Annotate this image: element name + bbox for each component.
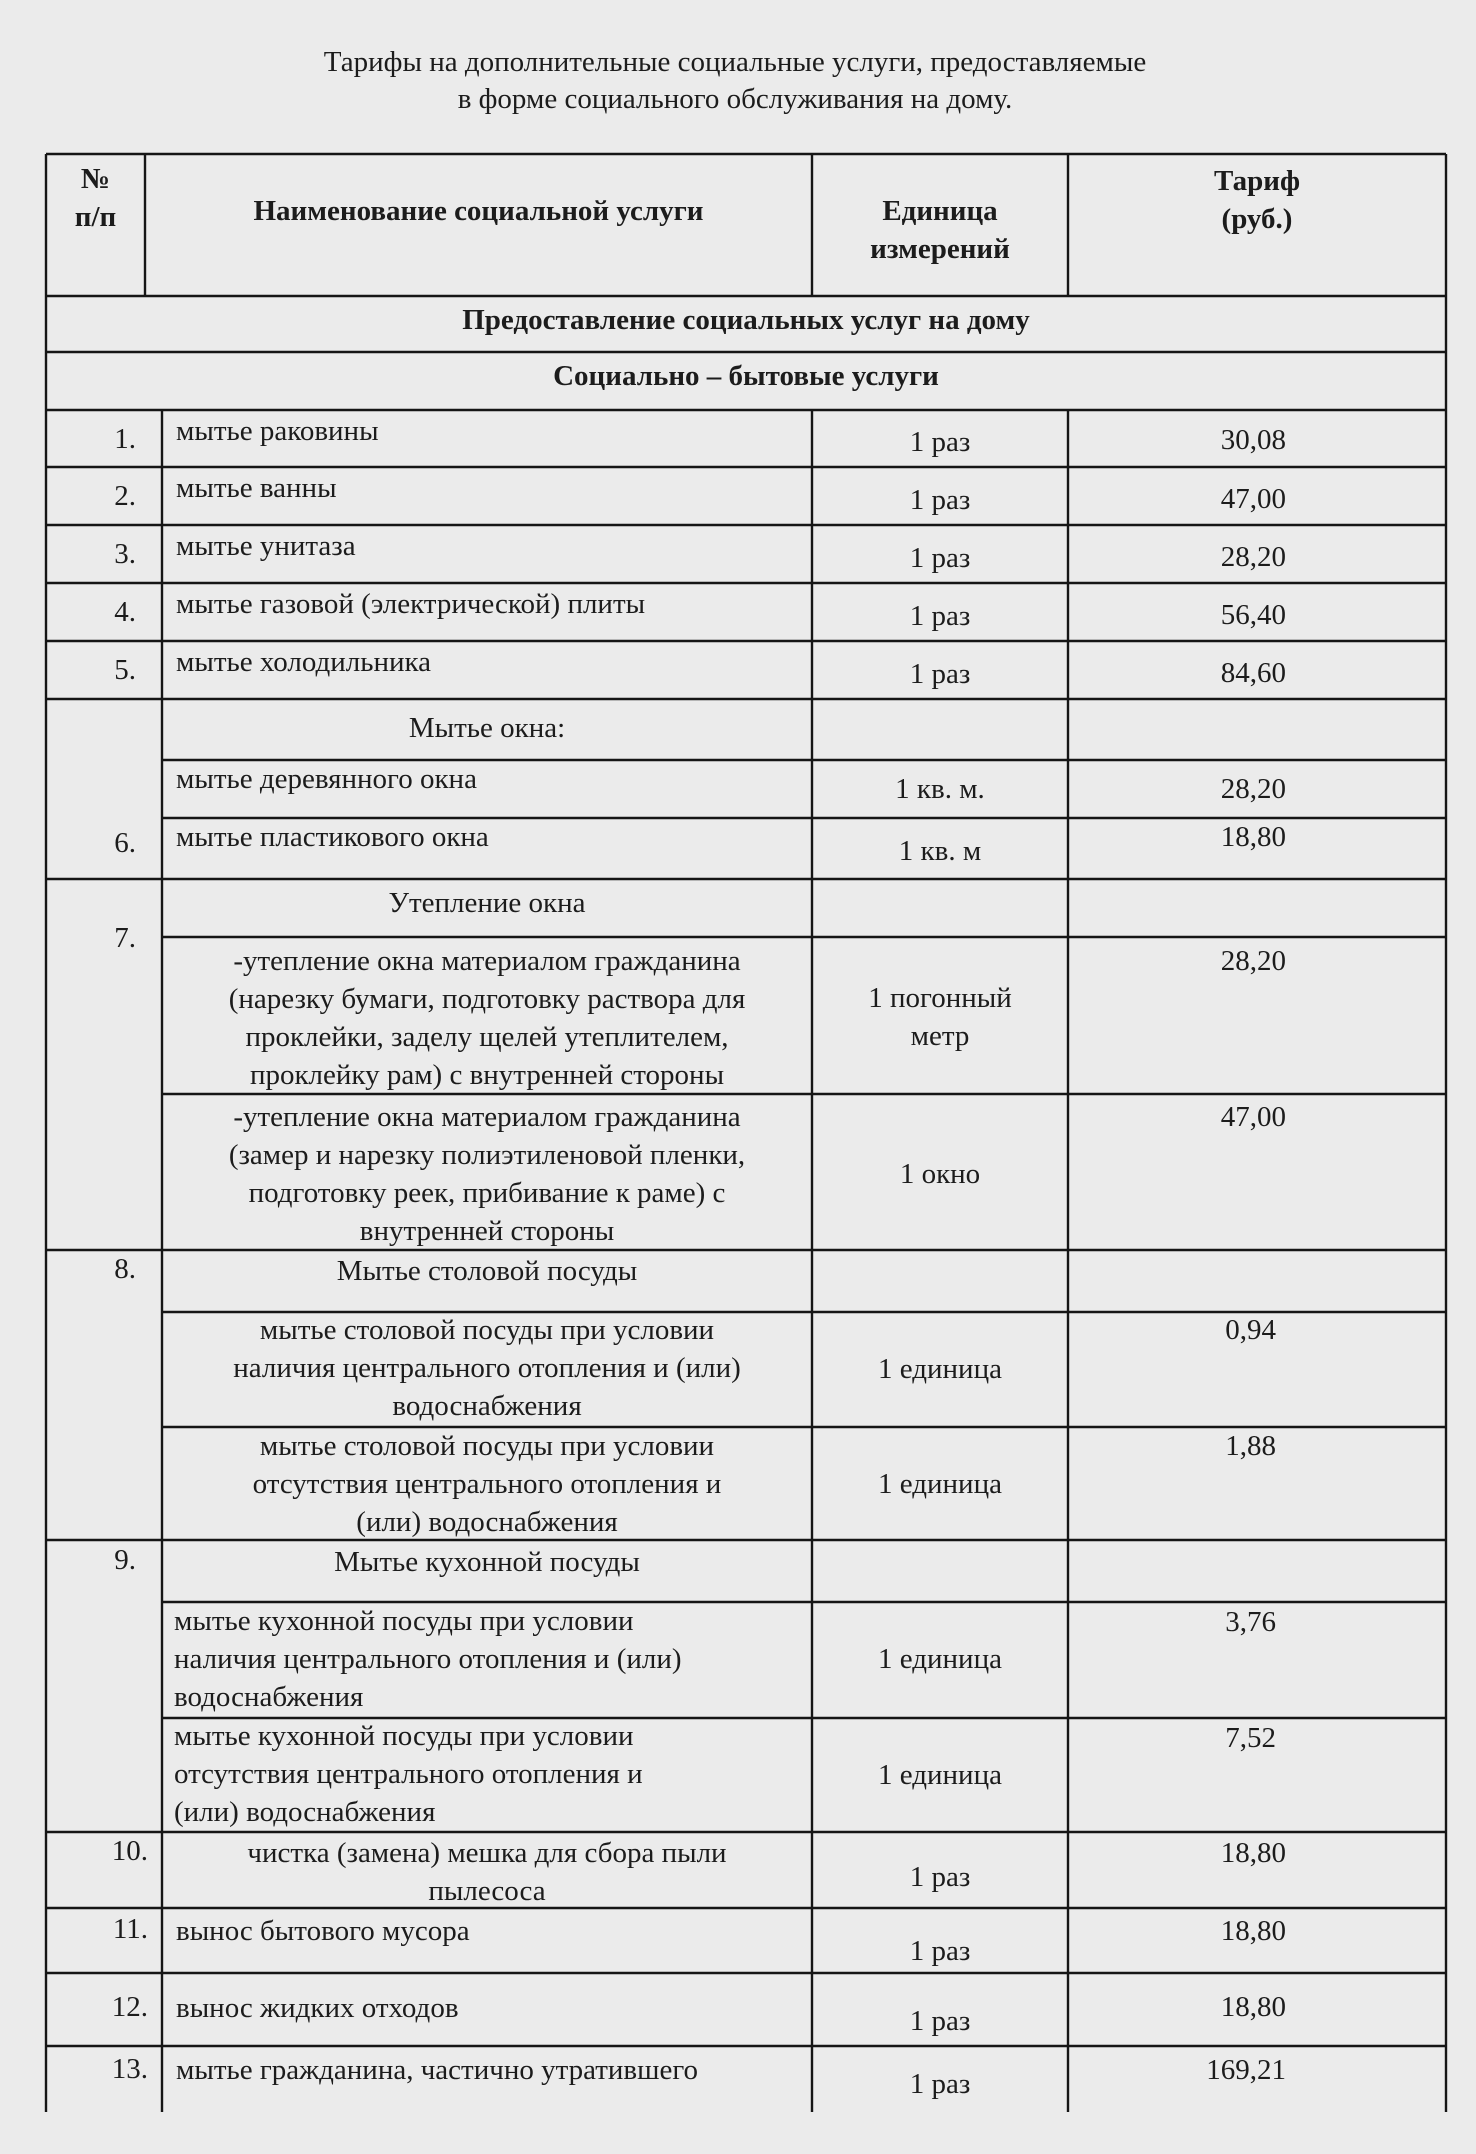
- row-unit: 1 единица: [878, 1759, 1002, 1791]
- row-unit: 1 кв. м: [898, 835, 982, 867]
- header-tariff: Тариф (руб.): [1213, 165, 1301, 235]
- row-num: 10.: [111, 1835, 148, 1867]
- row-unit: 1 раз: [909, 484, 971, 516]
- row-tariff: 28,20: [1220, 945, 1286, 977]
- row-tariff: 18,80: [1220, 1915, 1286, 1947]
- row-name: мытье кухонной посуды при условии отсутствия центрального отопления и (или) водоснабжения: [174, 1720, 643, 1828]
- row-name: мытье раковины: [176, 415, 379, 447]
- row-unit: 1 раз: [909, 542, 971, 574]
- row-heading: Мытье кухонной посуды: [334, 1546, 640, 1578]
- row-unit: 1 погонный метр: [868, 982, 1012, 1052]
- row-name: мытье деревянного окна: [176, 763, 477, 795]
- row-name: мытье кухонной посуды при условии наличия центрального отопления и (или) водоснабжения: [174, 1605, 682, 1713]
- row-heading: Утепление окна: [388, 887, 586, 919]
- row-name: мытье газовой (электрической) плиты: [176, 588, 646, 620]
- row-heading: Мытье столовой посуды: [336, 1255, 638, 1287]
- row-name: мытье холодильника: [176, 646, 432, 678]
- row-unit: 1 единица: [878, 1468, 1002, 1500]
- row-tariff: 56,40: [1220, 599, 1286, 631]
- row-tariff: 0,94: [1225, 1314, 1276, 1346]
- row-tariff: 1,88: [1225, 1430, 1276, 1462]
- row-unit: 1 окно: [899, 1158, 981, 1190]
- row-num: 7.: [114, 922, 136, 954]
- row-tariff: 47,00: [1220, 1101, 1286, 1133]
- header-name: Наименование социальной услуги: [253, 195, 704, 227]
- row-unit: 1 раз: [909, 2068, 971, 2100]
- row-tariff: 18,80: [1220, 1991, 1286, 2023]
- row-num: 9.: [114, 1544, 136, 1576]
- row-num: 3.: [114, 538, 136, 570]
- row-num: 4.: [114, 596, 136, 628]
- row-name: мытье гражданина, частично утратившего: [176, 2054, 698, 2086]
- header-unit: Единица измерений: [870, 195, 1010, 265]
- title-line-1: Тарифы на дополнительные социальные услуги, предоставляемые: [323, 46, 1147, 78]
- row-tariff: 84,60: [1220, 657, 1286, 689]
- row-num: 11.: [112, 1913, 148, 1945]
- row-unit: 1 раз: [909, 1861, 971, 1893]
- row-tariff: 3,76: [1225, 1606, 1276, 1638]
- row-num: 8.: [114, 1253, 136, 1285]
- row-num: 12.: [111, 1991, 148, 2023]
- row-name: вынос жидких отходов: [176, 1992, 459, 2024]
- row-name: -утепление окна материалом гражданина (нарезку бумаги, подготовку раствора для проклейки, заделу щелей утеплителем, проклейку рам) с внутренней стороны: [228, 945, 746, 1091]
- row-name: мытье столовой посуды при условии отсутствия центрального отопления и (или) водоснабжения: [252, 1430, 722, 1538]
- row-unit: 1 раз: [909, 426, 971, 458]
- row-name: чистка (замена) мешка для сбора пыли пылесоса: [247, 1837, 727, 1907]
- row-name: мытье пластикового окна: [176, 821, 489, 853]
- section-main: Предоставление социальных услуг на дому: [462, 304, 1030, 336]
- row-tariff: 28,20: [1220, 773, 1286, 805]
- row-name: мытье ванны: [176, 472, 337, 504]
- row-name: -утепление окна материалом гражданина (замер и нарезку полиэтиленовой пленки, подготовку реек, прибивание к раме) с внутренней стороны: [228, 1101, 746, 1247]
- row-unit: 1 раз: [909, 658, 971, 690]
- row-tariff: 7,52: [1225, 1722, 1276, 1754]
- row-tariff: 28,20: [1220, 541, 1286, 573]
- section-sub: Социально – бытовые услуги: [553, 360, 939, 392]
- row-unit: 1 единица: [878, 1353, 1002, 1385]
- row-unit: 1 единица: [878, 1643, 1002, 1675]
- row-tariff: 18,80: [1220, 821, 1286, 853]
- row-num: 6.: [114, 827, 136, 859]
- row-unit: 1 раз: [909, 600, 971, 632]
- row-unit: 1 раз: [909, 2005, 971, 2037]
- row-num: 1.: [114, 423, 136, 455]
- row-unit: 1 раз: [909, 1935, 971, 1967]
- row-tariff: 169,21: [1206, 2054, 1286, 2086]
- row-heading: Мытье окна:: [408, 712, 566, 744]
- row-unit: 1 кв. м.: [895, 773, 985, 805]
- header-num: № п/п: [74, 163, 117, 233]
- row-num: 5.: [114, 654, 136, 686]
- row-name: вынос бытового мусора: [176, 1915, 470, 1947]
- title-line-2: в форме социального обслуживания на дому.: [457, 83, 1013, 115]
- row-tariff: 18,80: [1220, 1837, 1286, 1869]
- row-num: 13.: [111, 2053, 148, 2085]
- row-tariff: 30,08: [1220, 424, 1286, 456]
- row-name: мытье столовой посуды при условии наличия центрального отопления и (или) водоснабжения: [233, 1314, 741, 1422]
- row-num: 2.: [114, 480, 136, 512]
- row-name: мытье унитаза: [176, 530, 356, 562]
- row-tariff: 47,00: [1220, 483, 1286, 515]
